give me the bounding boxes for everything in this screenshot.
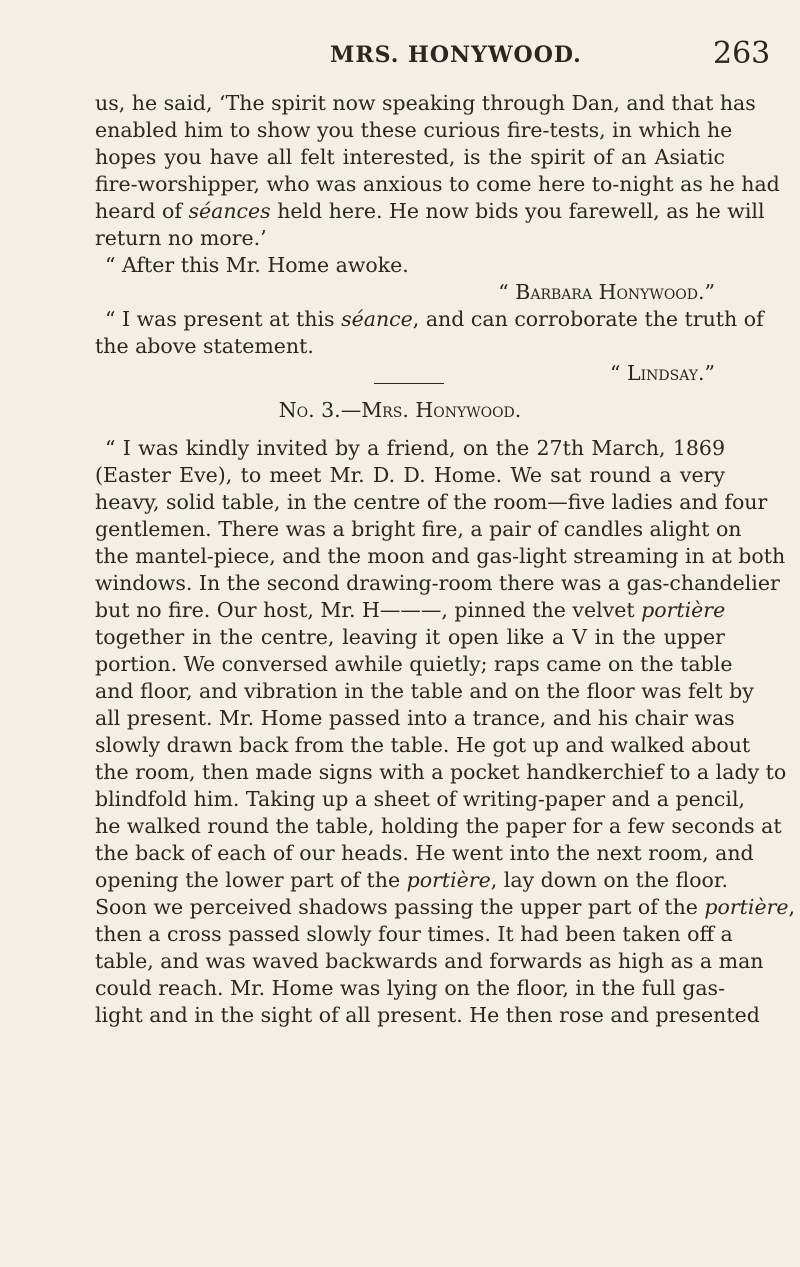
page-number: 263	[713, 36, 771, 71]
text-line: hopes you have all felt interested, is the spirit of an Asiatic	[95, 145, 725, 169]
text-line: could reach. Mr. Home was lying on the floor, in the full gas-	[95, 976, 725, 1000]
text-line: heavy, solid table, in the centre of the room—five ladies and four	[95, 490, 768, 514]
text-line: (Easter Eve), to meet Mr. D. D. Home. We sat round a very	[95, 463, 725, 487]
text-line: enabled him to show you these curious fire-tests, in which he	[95, 118, 733, 142]
text-line: return no more.’	[95, 226, 267, 250]
text-line: the room, then made signs with a pocket handkerchief to a lady to	[95, 760, 787, 784]
section-heading: No. 3.—Mrs. Honywood.	[278, 398, 522, 422]
text-line: heard of séances held here. He now bids you farewell, as he will	[95, 199, 765, 223]
text-line: Soon we perceived shadows passing the upper part of the portière,	[95, 895, 796, 919]
text-line: all present. Mr. Home passed into a trance, and his chair was	[95, 706, 735, 730]
text-line: table, and was waved backwards and forwards as high as a man	[95, 949, 764, 973]
text-line: he walked round the table, holding the paper for a few seconds at	[95, 814, 782, 838]
text-line: gentlemen. There was a bright fire, a pair of candles alight on	[95, 517, 742, 541]
text-line: together in the centre, leaving it open like a V in the upper	[95, 625, 725, 649]
text-line: “ After this Mr. Home awoke.	[105, 253, 409, 277]
page-header	[0, 36, 800, 76]
text-line: “ I was present at this séance, and can corroborate the truth of	[105, 307, 764, 331]
text-line: slowly drawn back from the table. He got up and walked about	[95, 733, 751, 757]
text-line: “ I was kindly invited by a friend, on the 27th March, 1869	[105, 436, 725, 460]
running-head: MRS. HONYWOOD.	[330, 42, 582, 68]
signature-lindsay: “ Lindsay.”	[610, 361, 715, 385]
section-divider	[374, 383, 444, 384]
text-line: blindfold him. Taking up a sheet of writing-paper and a pencil,	[95, 787, 746, 811]
text-line: the back of each of our heads. He went into the next room, and	[95, 841, 754, 865]
text-line: then a cross passed slowly four times. It had been taken off a	[95, 922, 733, 946]
text-line: but no fire. Our host, Mr. H———, pinned the velvet portière	[95, 598, 726, 622]
text-block-2	[95, 435, 796, 1029]
text-line: portion. We conversed awhile quietly; raps came on the table	[95, 652, 733, 676]
text-line: light and in the sight of all present. He then rose and presented	[95, 1003, 760, 1027]
text-line: and floor, and vibration in the table and on the floor was felt by	[95, 679, 754, 703]
text-line: opening the lower part of the portière, lay down on the floor.	[95, 868, 728, 892]
text-line: windows. In the second drawing-room there was a gas-chandelier	[95, 571, 780, 595]
signature-barbara-honywood: “ Barbara Honywood.”	[498, 280, 715, 304]
text-block-1	[95, 90, 780, 387]
text-line: the above statement.	[95, 334, 314, 358]
text-line: the mantel-piece, and the moon and gas-light streaming in at both	[95, 544, 786, 568]
text-line: fire-worshipper, who was anxious to come here to-night as he had	[95, 172, 780, 196]
text-line: us, he said, ‘The spirit now speaking through Dan, and that has	[95, 91, 756, 115]
